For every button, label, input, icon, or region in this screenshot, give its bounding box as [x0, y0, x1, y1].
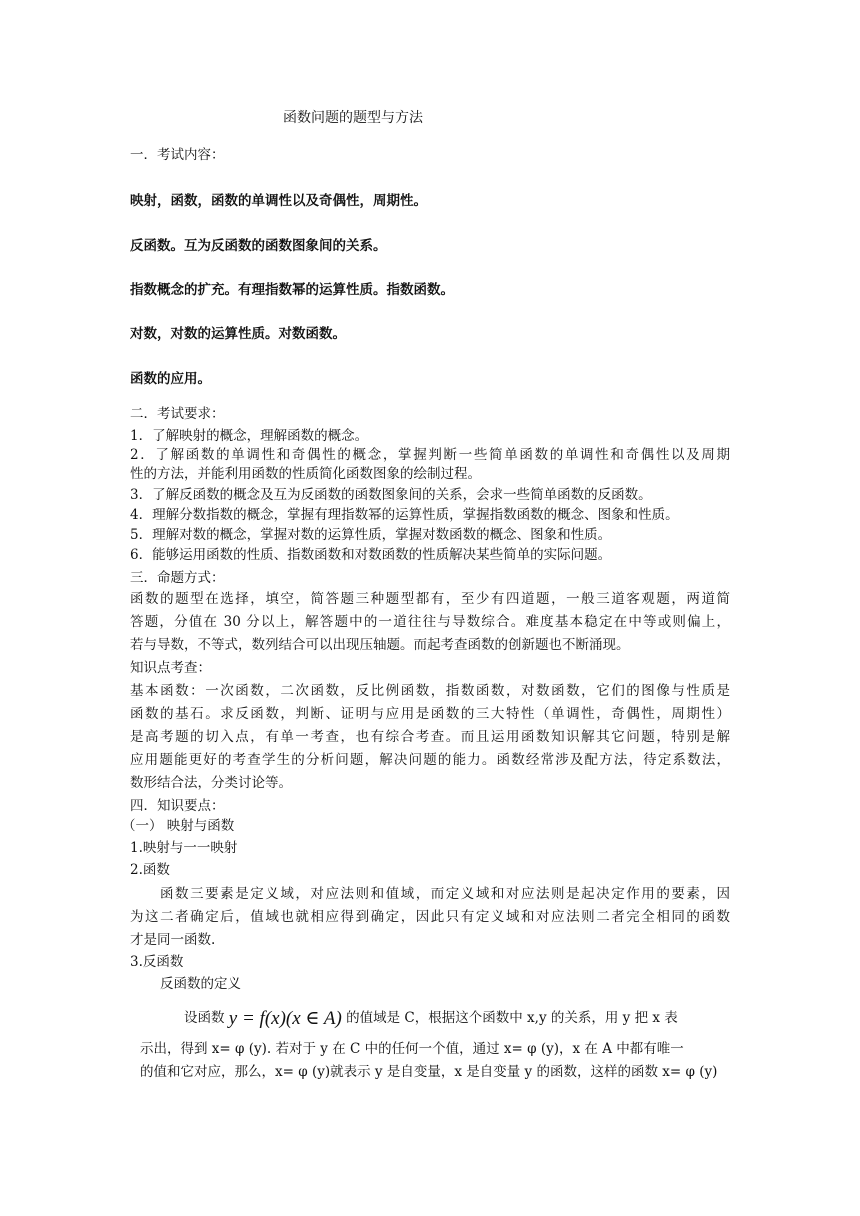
paragraph-line: 函数三要素是定义域，对应法则和值域，而定义域和对应法则是起决定作用的要素，因: [160, 886, 730, 902]
requirement-line: 2．了解函数的单调性和奇偶性的概念，掌握判断一些简单函数的单调性和奇偶性以及周期: [130, 447, 730, 463]
section-4-heading: 四．知识要点：: [130, 798, 225, 814]
subsection-heading: （一） 映射与函数: [122, 818, 235, 834]
paragraph-line: 函数的题型在选择，填空，简答题三种题型都有，至少有四道题，一般三道客观题，两道简: [130, 591, 730, 607]
requirement-line: 4．理解分数指数的概念，掌握有理指数幂的运算性质，掌握指数函数的概念、图象和性质。: [130, 507, 679, 523]
item-heading: 2.函数: [130, 862, 170, 878]
paragraph-line: 才是同一函数.: [130, 932, 216, 948]
paragraph-line: 答题，分值在 30 分以上，解答题中的一道往往与导数综合。难度基本稳定在中等或则偏上，: [130, 614, 730, 630]
inverse-definition-line: [184, 1005, 678, 1032]
paragraph-line: 是高考题的切入点，有单一考查，也有综合考查。而且运用函数知识解其它问题，特别是解: [130, 729, 730, 745]
item-heading: 3.反函数: [130, 954, 184, 970]
paragraph-line: 函数的基石。求反函数，判断、证明与应用是函数的三大特性（单调性，奇偶性，周期性）: [130, 706, 730, 722]
requirement-line: 性的方法，并能利用函数的性质简化函数图象的绘制过程。: [130, 466, 481, 482]
paragraph-line: 应用题能更好的考查学生的分析问题，解决问题的能力。函数经常涉及配方法，待定系数法，: [130, 752, 730, 768]
paragraph-line: 数形结合法，分类讨论等。: [130, 775, 292, 791]
section-2-heading: 二．考试要求：: [130, 406, 225, 422]
paragraph-line: 若与导数，不等式，数列结合可以出现压轴题。而起考查函数的创新题也不断涌现。: [130, 637, 630, 653]
section-3-heading: 三．命题方式：: [130, 570, 225, 586]
paragraph-line: 的值和它对应，那么，x= φ (y)就表示 y 是自变量，x 是自变量 y 的函数，这样的函数 x= φ (y): [140, 1064, 718, 1080]
requirement-line: 5．理解对数的概念，掌握对数的运算性质，掌握对数函数的概念、图象和性质。: [130, 527, 612, 543]
document-title: 函数问题的题型与方法: [283, 110, 423, 126]
exam-content-item: 对数，对数的运算性质。对数函数。: [130, 326, 346, 342]
exam-content-item: 函数的应用。: [130, 371, 211, 387]
exam-content-item: 指数概念的扩充。有理指数幂的运算性质。指数函数。: [130, 282, 454, 298]
section-1-heading: 一．考试内容：: [130, 147, 225, 163]
knowledge-heading: 知识点考查：: [130, 660, 211, 676]
paragraph-line: 为这二者确定后，值域也就相应得到确定，因此只有定义域和对应法则二者完全相同的函数: [130, 909, 730, 925]
exam-content-item: 反函数。互为反函数的函数图象间的关系。: [130, 238, 387, 254]
definition-heading: 反函数的定义: [160, 976, 241, 992]
paragraph-line: 示出，得到 x= φ (y). 若对于 y 在 C 中的任何一个值，通过 x= φ (y)，x 在 A 中都有唯一: [140, 1041, 684, 1057]
text-run: 设函数: [184, 1010, 225, 1026]
function-formula: y = f(x)(x ∈ A): [228, 1008, 342, 1029]
text-run: 的值域是 C，根据这个函数中 x,y 的关系，用 y 把 x 表: [346, 1010, 678, 1026]
exam-content-item: 映射，函数，函数的单调性以及奇偶性，周期性。: [130, 193, 427, 209]
item-heading: 1.映射与一一映射: [130, 840, 238, 856]
requirement-line: 3．了解反函数的概念及互为反函数的函数图象间的关系，会求一些简单函数的反函数。: [130, 487, 652, 503]
requirement-line: 6．能够运用函数的性质、指数函数和对数函数的性质解决某些简单的实际问题。: [130, 547, 612, 563]
requirement-line: 1．了解映射的概念，理解函数的概念。: [130, 428, 369, 444]
paragraph-line: 基本函数：一次函数，二次函数，反比例函数，指数函数，对数函数，它们的图像与性质是: [130, 683, 730, 699]
